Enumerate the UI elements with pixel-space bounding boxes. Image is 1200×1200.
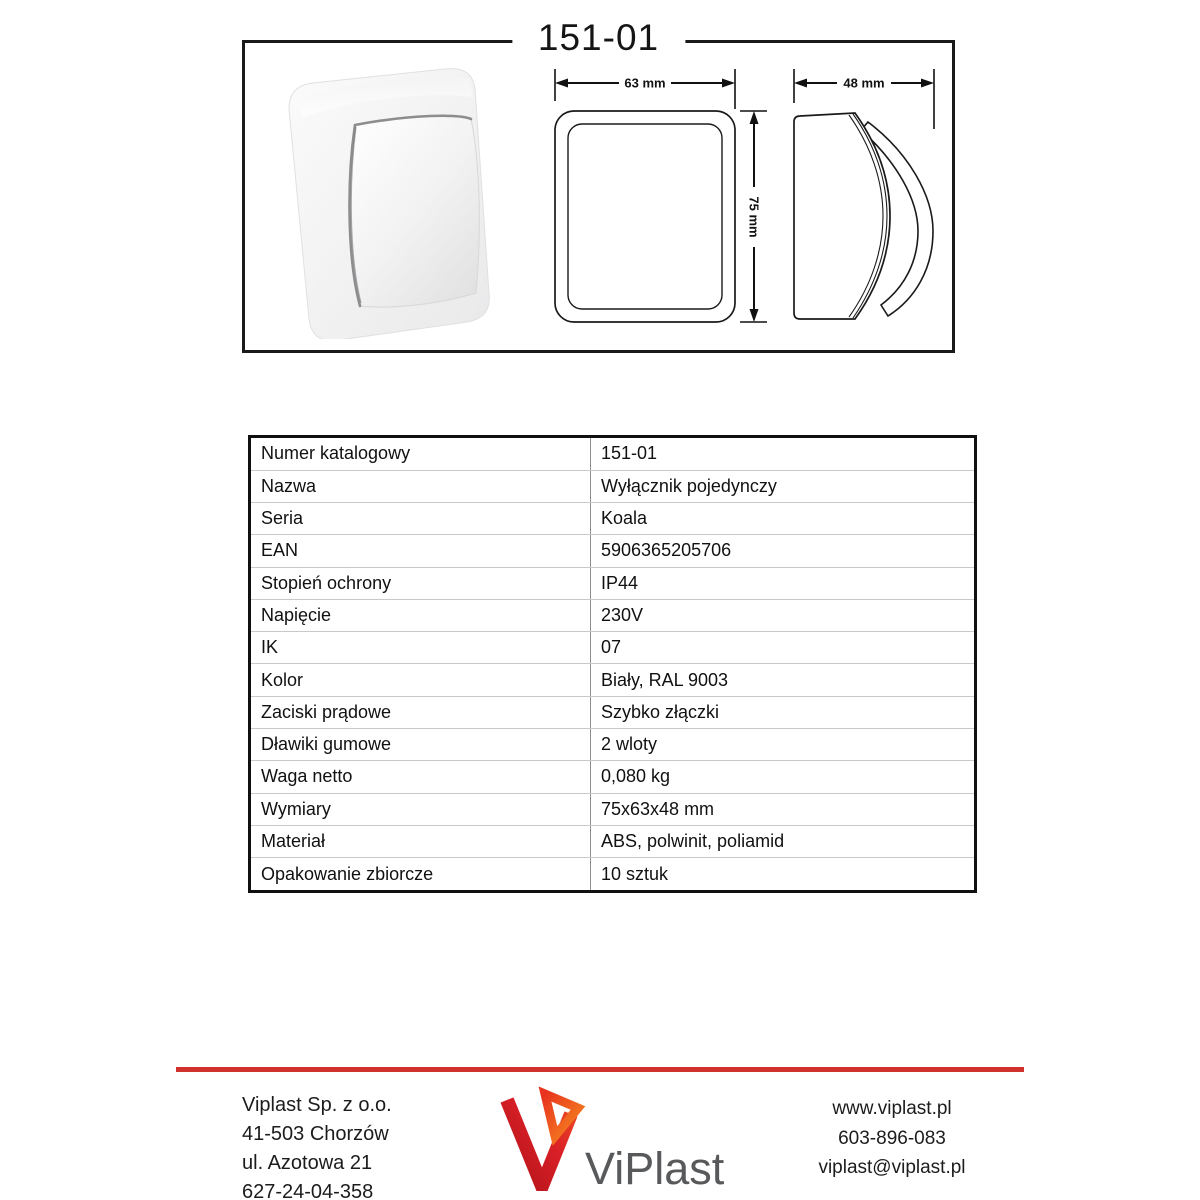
spec-value: 10 sztuk bbox=[601, 863, 669, 884]
technical-drawing bbox=[537, 59, 957, 344]
footer-divider bbox=[176, 1067, 1024, 1072]
company-phone: 627-24-04-358 bbox=[242, 1181, 374, 1200]
spec-value: 2 wloty bbox=[591, 729, 976, 761]
table-row bbox=[250, 761, 976, 793]
spec-label: Nazwa bbox=[250, 470, 591, 502]
side-view-drawing bbox=[794, 113, 933, 319]
spec-label: Materiał bbox=[250, 825, 591, 857]
table-row bbox=[250, 793, 976, 825]
spec-label: Opakowanie zbiorcze bbox=[250, 858, 591, 892]
viplast-logo-text: ViPlast bbox=[585, 1143, 725, 1194]
table-row bbox=[250, 632, 976, 664]
company-address-block bbox=[242, 1091, 392, 1200]
height-dimension-label: 75 mm bbox=[746, 196, 762, 238]
product-code-title: 151-01 bbox=[512, 17, 685, 59]
spec-value: 5906365205706 bbox=[591, 535, 976, 567]
email-link: viplast@viplast.pl bbox=[818, 1157, 966, 1178]
table-row bbox=[250, 858, 976, 892]
spec-label: IK bbox=[250, 632, 591, 664]
spec-label: Seria bbox=[250, 503, 591, 535]
table-row bbox=[250, 825, 976, 857]
product-photo bbox=[263, 57, 525, 339]
contact-phone: 603-896-083 bbox=[838, 1127, 946, 1149]
website-link: www.viplast.pl bbox=[832, 1098, 952, 1119]
spec-label: Dławiki gumowe bbox=[250, 729, 591, 761]
table-row bbox=[250, 503, 976, 535]
spec-value: ABS, polwinit, poliamid bbox=[591, 825, 976, 857]
table-row bbox=[250, 567, 976, 599]
table-row bbox=[250, 599, 976, 631]
table-row bbox=[250, 535, 976, 567]
spec-value: Wyłącznik pojedynczy bbox=[591, 470, 976, 502]
front-view-drawing bbox=[555, 111, 735, 322]
depth-dimension-label: 48 mm bbox=[843, 75, 885, 91]
table-row bbox=[250, 729, 976, 761]
spec-value: IP44 bbox=[591, 567, 976, 599]
company-street: ul. Azotowa 21 bbox=[242, 1152, 373, 1174]
table-row bbox=[250, 470, 976, 502]
spec-value: 230V bbox=[591, 599, 976, 631]
spec-label: Numer katalogowy bbox=[250, 437, 591, 471]
spec-value: 75x63x48 mm bbox=[591, 793, 976, 825]
table-row bbox=[250, 437, 976, 471]
company-name: Viplast Sp. z o.o. bbox=[242, 1094, 392, 1116]
viplast-logo bbox=[497, 1086, 725, 1194]
spec-value: Biały, RAL 9003 bbox=[591, 664, 976, 696]
spec-value: 07 bbox=[591, 632, 976, 664]
viplast-logo-icon bbox=[497, 1086, 587, 1191]
spec-label: Kolor bbox=[250, 664, 591, 696]
table-row bbox=[250, 696, 976, 728]
spec-value: Szybko złączki bbox=[591, 696, 976, 728]
spec-label: Napięcie bbox=[250, 599, 591, 631]
width-dimension-label: 63 mm bbox=[624, 75, 666, 91]
spec-label: Wymiary bbox=[250, 793, 591, 825]
product-diagram-panel bbox=[242, 17, 955, 353]
company-postal-city: 41-503 Chorzów bbox=[242, 1123, 389, 1145]
spec-label: Zaciski prądowe bbox=[250, 696, 591, 728]
spec-label: EAN bbox=[250, 535, 591, 567]
contact-block bbox=[782, 1094, 1002, 1183]
spec-value: 151-01 bbox=[591, 437, 976, 471]
spec-label: Waga netto bbox=[250, 761, 591, 793]
spec-value: 0,080 kg bbox=[591, 761, 976, 793]
table-row bbox=[250, 664, 976, 696]
spec-value: Koala bbox=[591, 503, 976, 535]
spec-table bbox=[248, 435, 977, 893]
spec-label: Stopień ochrony bbox=[250, 567, 591, 599]
